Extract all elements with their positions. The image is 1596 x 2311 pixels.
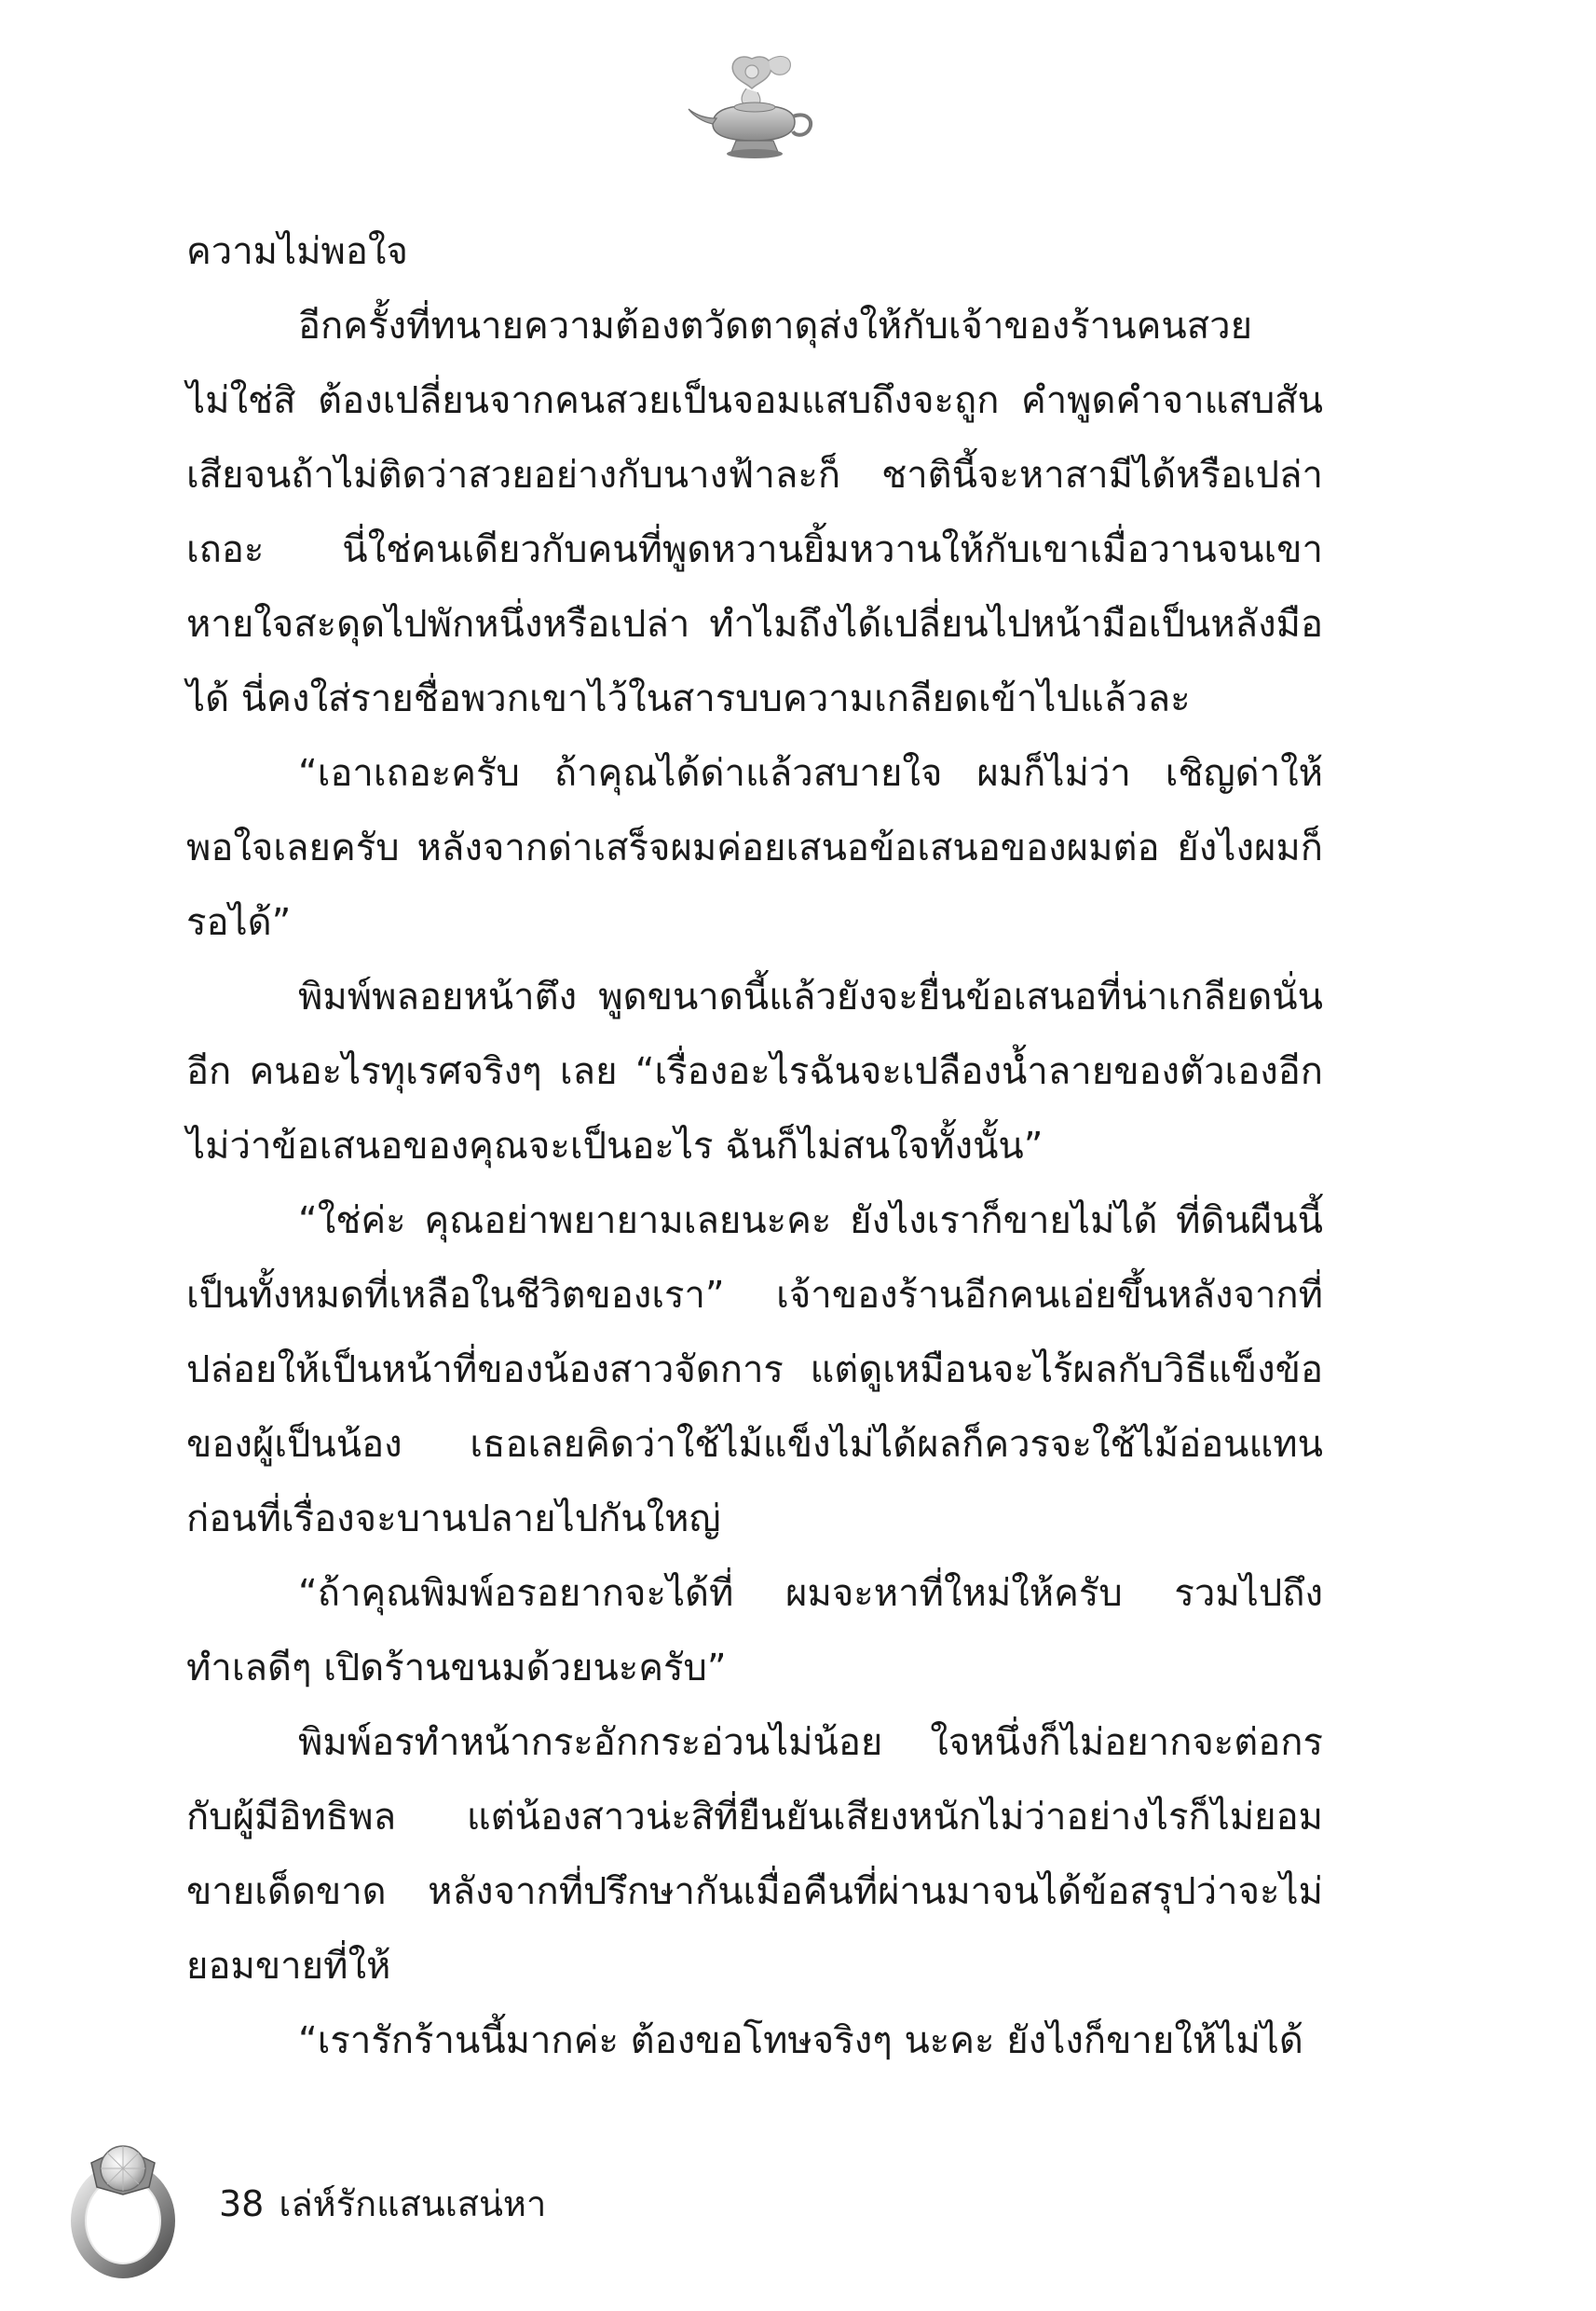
paragraph: พิมพ์พลอยหน้าตึง พูดขนาดนี้แล้วยังจะยื่นข้อเสนอที่น่าเกลียดนั่นอีก คนอะไรทุเรศจริงๆ เลย “เรื่องอะไรฉันจะเปลืองน้ำลายของตัวเองอีก ไม่ว่าข้อเสนอของคุณจะเป็นอะไร ฉันก็ไม่สนใจทั้งนั้น”: [186, 976, 1323, 1168]
paragraph: “เรารักร้านนี้มากค่ะ ต้องขอโทษจริงๆ นะคะ ยังไงก็ขายให้ไม่ได้: [298, 2019, 1303, 2062]
paragraph: “ถ้าคุณพิมพ์อรอยากจะได้ที่ ผมจะหาที่ใหม่ให้ครับ รวมไปถึงทำเลดีๆ เปิดร้านขนมด้วยนะครับ”: [186, 1572, 1323, 1689]
lamp-ornament-icon: [685, 51, 825, 163]
paragraph: “เอาเถอะครับ ถ้าคุณได้ด่าแล้วสบายใจ ผมก็ไม่ว่า เชิญด่าให้พอใจเลยครับ หลังจากด่าเสร็จผมค่อยเสนอข้อเสนอของผมต่อ ยังไงผมก็รอได้”: [186, 752, 1323, 944]
book-title: เล่ห์รักแสนเสน่หา: [279, 2183, 547, 2224]
body-text: [186, 214, 1323, 2078]
paragraph: “ใช่ค่ะ คุณอย่าพยายามเลยนะคะ ยังไงเราก็ขายไม่ได้ ที่ดินผืนนี้เป็นทั้งหมดที่เหลือในชีวิตของเรา” เจ้าของร้านอีกคนเอ่ยขึ้นหลังจากที่ปล่อยให้เป็นหน้าที่ของน้องสาวจัดการ แต่ดูเหมือนจะไร้ผลกับวิธีแข็งข้อของผู้เป็นน้อง เธอเลยคิดว่าใช้ไม้แข็งไม่ได้ผลก็ควรจะใช้ไม้อ่อนแทนก่อนที่เรื่องจะบานปลายไปกันใหญ่: [186, 1199, 1323, 1540]
footer-label: [219, 2176, 546, 2232]
ring-icon: [65, 2129, 196, 2278]
page-number: 38: [219, 2183, 265, 2224]
paragraph: ความไม่พอใจ: [186, 230, 408, 273]
paragraph: อีกครั้งที่ทนายความต้องตวัดตาดุส่งให้กับเจ้าของร้านคนสวย ไม่ใช่สิ ต้องเปลี่ยนจากคนสวยเป็นจอมแสบถึงจะถูก คำพูดคำจาแสบสันเสียจนถ้าไม่ติดว่าสวยอย่างกับนางฟ้าละก็ ชาตินี้จะหาสามีได้หรือเปล่าเถอะ นี่ใช่คนเดียวกับคนที่พูดหวานยิ้มหวานให้กับเขาเมื่อวานจนเขาหายใจสะดุดไปพักหนึ่งหรือเปล่า ทำไมถึงได้เปลี่ยนไปหน้ามือเป็นหลังมือได้ นี่คงใส่รายชื่อพวกเขาไว้ในสารบบความเกลียดเข้าไปแล้วละ: [186, 305, 1323, 720]
page-footer: [65, 2129, 717, 2278]
paragraph: พิมพ์อรทำหน้ากระอักกระอ่วนไม่น้อย ใจหนึ่งก็ไม่อยากจะต่อกรกับผู้มีอิทธิพล แต่น้องสาวน่ะสิที่ยืนยันเสียงหนักไม่ว่าอย่างไรก็ไม่ยอมขายเด็ดขาด หลังจากที่ปรึกษากันเมื่อคืนที่ผ่านมาจนได้ข้อสรุปว่าจะไม่ยอมขายที่ให้: [186, 1721, 1323, 1988]
